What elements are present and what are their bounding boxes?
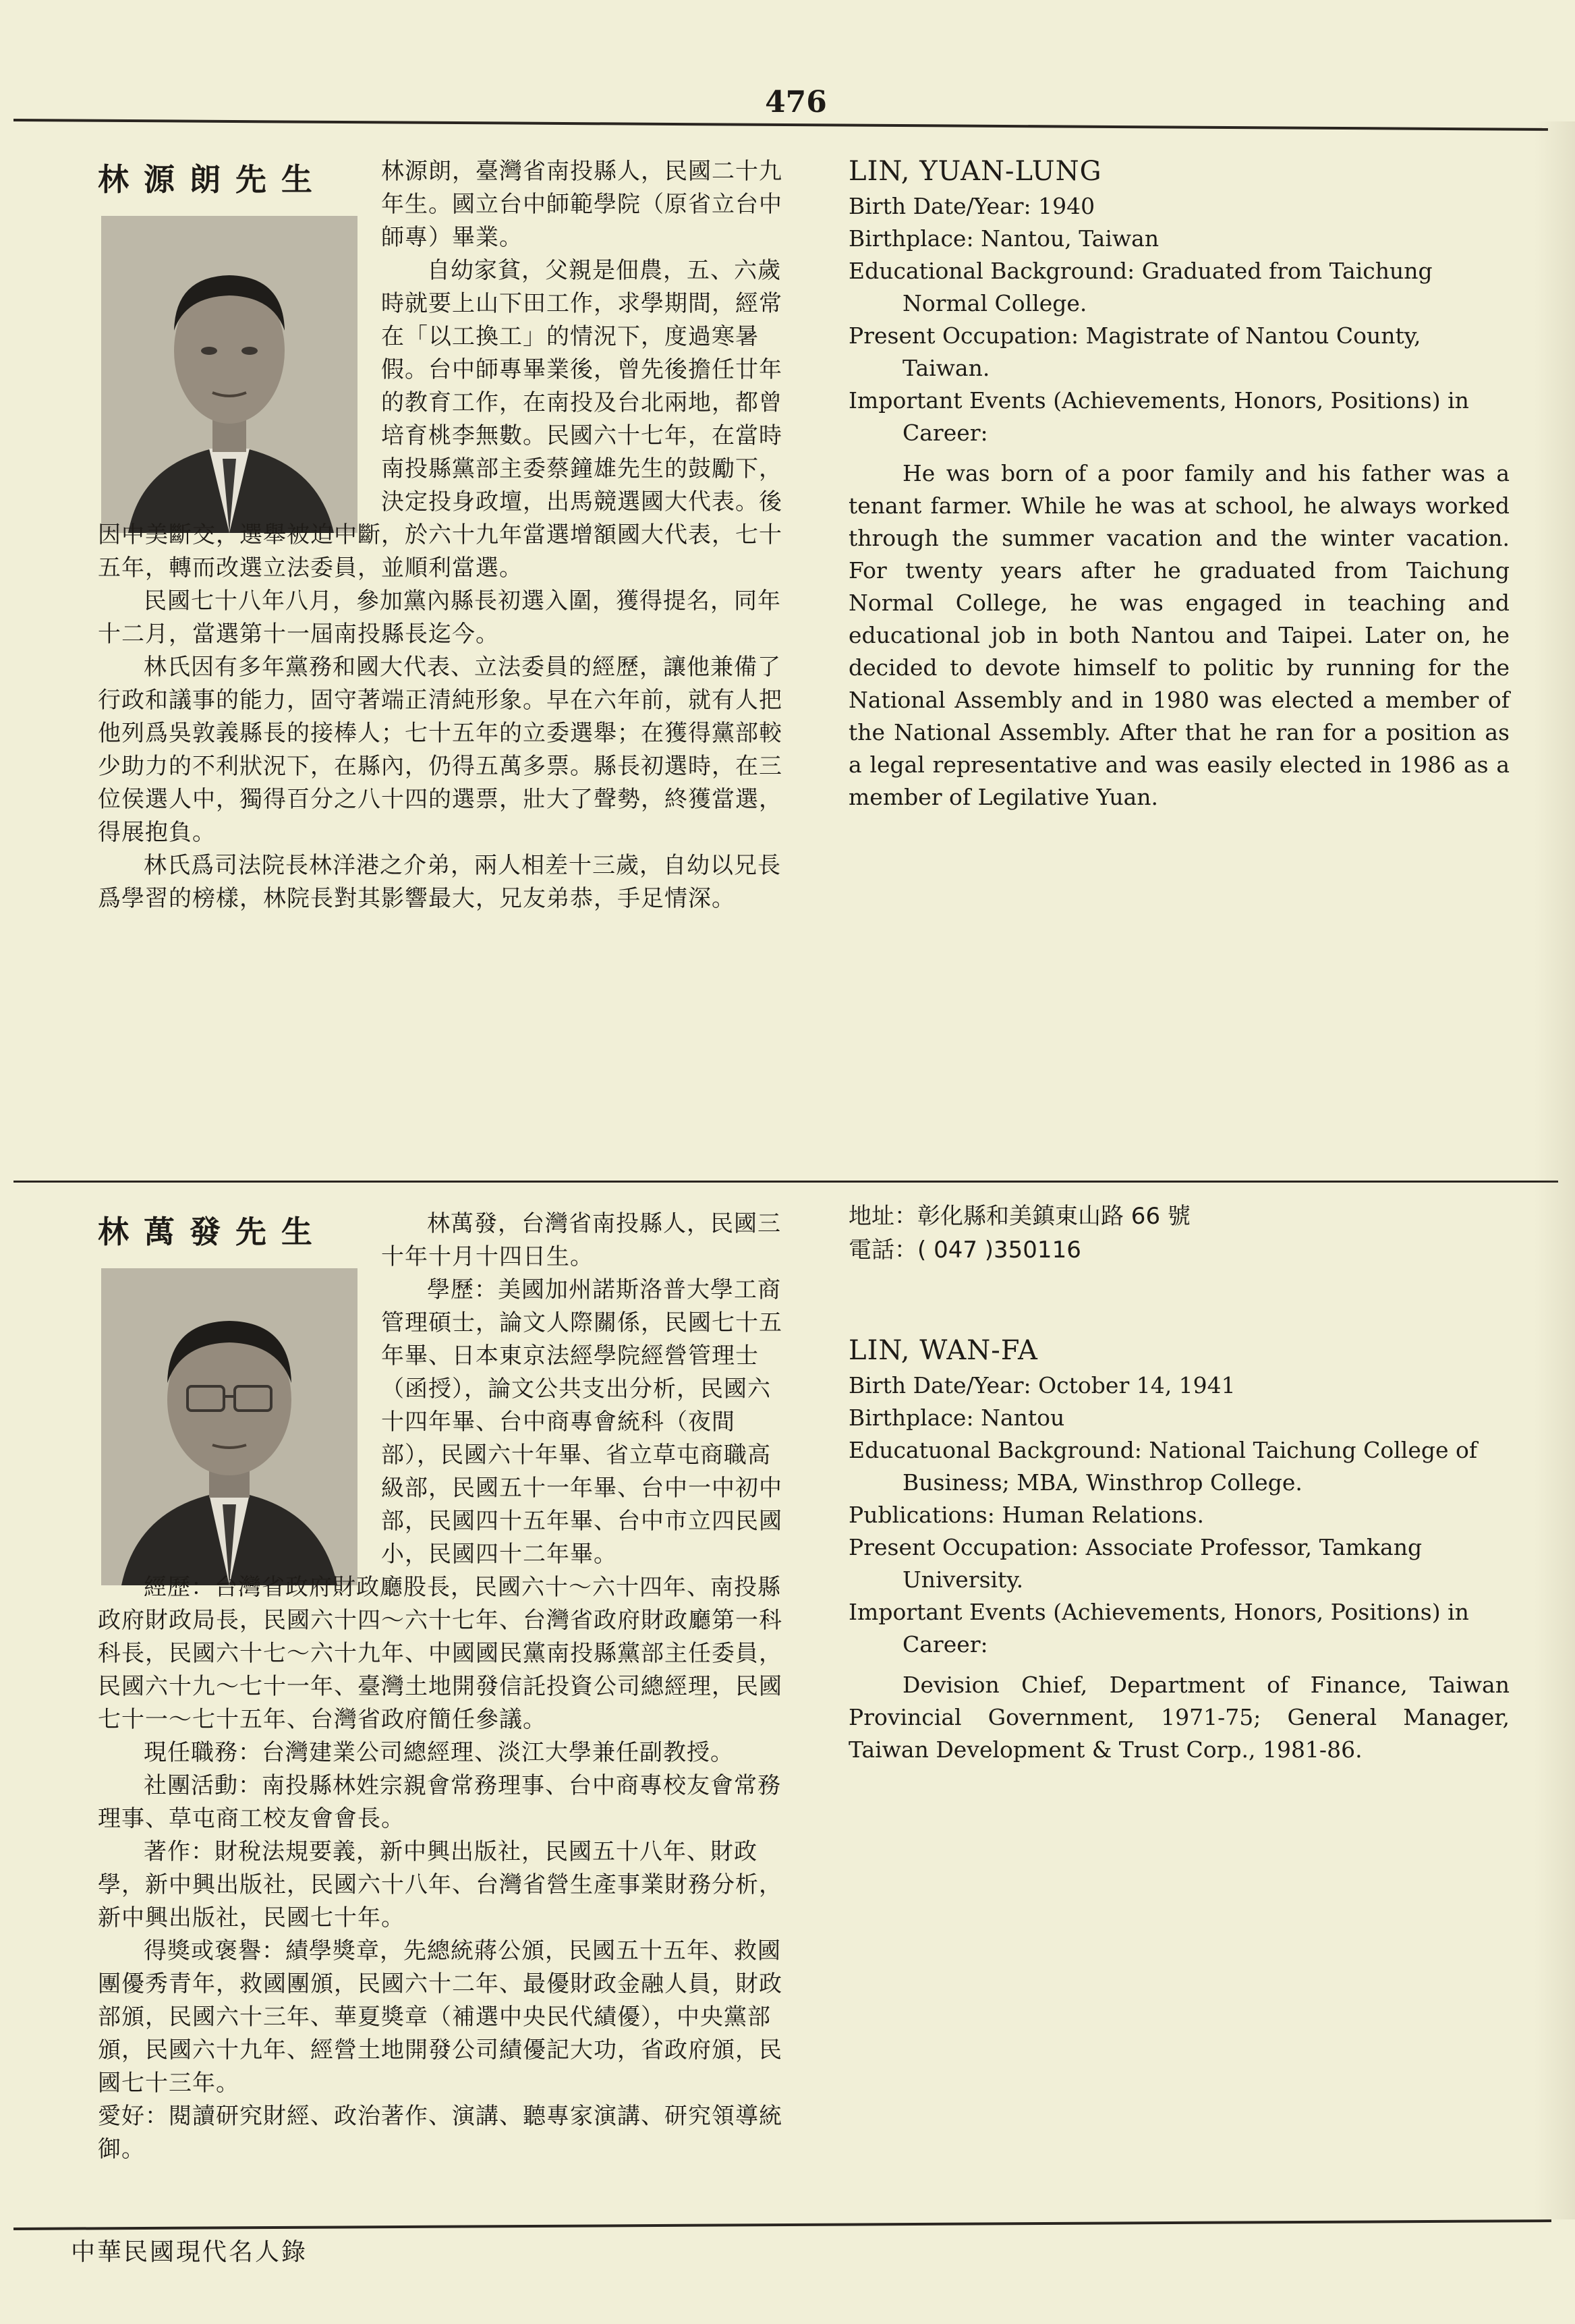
education: Educational Background: Graduated from Taichung Normal College.: [849, 258, 1433, 316]
page-number: 476: [765, 85, 827, 119]
biography-entry: [0, 1201, 1575, 2213]
occupation: Present Occupation: Magistrate of Nantou County, Taiwan.: [849, 322, 1421, 381]
name-english: LIN, YUAN-LUNG: [849, 156, 1102, 187]
birthplace: Birthplace: Nantou: [849, 1405, 1065, 1431]
phone: 電話：( 047 )350116: [849, 1237, 1081, 1264]
top-rule: [13, 119, 1548, 131]
birth-date: Birth Date/Year: 1940: [849, 193, 1095, 219]
birthplace: Birthplace: Nantou, Taiwan: [849, 225, 1159, 252]
bio-paragraph: 自幼家貧，父親是佃農，五、六歲時就要上山下田工作，求學期間，經常在「以工換工」的情況下，度過寒暑假。台中師專畢業後，曾先後擔任廿年的教育工作，在南投及台北兩地，都曾培育桃李無數。民國六十七年，在當時南投縣黨部主委蔡鐘雄先生的鼓勵下，決定投身政壇，出馬競選國大代表。後因中美斷交，選舉被迫中斷，於六十九年當選增額國大代表，七十五年，轉而改選立法委員，並順利當選。: [98, 257, 782, 582]
bio-paragraph: 經歷：台灣省政府財政廳股長，民國六十～六十四年、南投縣政府財政局長，民國六十四～六十七年、台灣省政府財政廳第一科科長，民國六十七～六十九年、中國國民黨南投縣黨部主任委員，民國六十九～七十一年、臺灣土地開發信託投資公司總經理，民國七十一～七十五年、台灣省政府簡任參議。: [98, 1574, 782, 1733]
photo-space: [98, 155, 381, 516]
career-summary: Devision Chief, Department of Finance, Taiwan Provincial Government, 1971-75; General Manager, Taiwan Development & Trust Corp., 1981-86.: [849, 1672, 1510, 1763]
bio-paragraph: 現任職務：台灣建業公司總經理、淡江大學兼任副教授。: [144, 1739, 734, 1766]
address: 地址：彰化縣和美鎮東山路 66 號: [849, 1203, 1191, 1230]
biography-chinese: [98, 155, 786, 915]
bottom-rule: [13, 2219, 1551, 2230]
name-chinese: 林萬發先生: [98, 1214, 327, 1250]
bio-paragraph: 林氏爲司法院長林洋港之介弟，兩人相差十三歲，自幼以兄長爲學習的榜樣，林院長對其影響最大，兄友弟恭，手足情深。: [98, 852, 781, 912]
book-title-footer: 中華民國現代名人錄: [71, 2238, 308, 2266]
biography-chinese: [98, 1208, 786, 2166]
bio-paragraph: 社團活動：南投縣林姓宗親會常務理事、台中商專校友會常務理事、草屯商工校友會會長。: [98, 1772, 781, 1832]
name-english: LIN, WAN-FA: [849, 1335, 1038, 1366]
biography-english: [849, 155, 1510, 814]
bio-paragraph: 愛好：閱讀研究財經、政治著作、演講、聽專家演講、研究領導統御。: [98, 2103, 782, 2163]
publications: Publications: Human Relations.: [849, 1502, 1205, 1528]
career-summary: He was born of a poor family and his father was a tenant farmer. While he was at school, he always worked through the summer vacation and the winter vacation. For twenty years after he graduated from Taichung Normal College, he was engaged in teaching and educational job in both Nantou and Taipei. Later on, he decided to devote himself to politic by running for the National Assembly and in 1980 was elected a member of the National Assembly. After that he ran for a position as a legal representative and was easily elected in 1986 as a member of Legilative Yuan.: [849, 460, 1510, 810]
photo-space: [98, 1208, 381, 1568]
events-heading: Important Events (Achievements, Honors, Positions) in Career:: [849, 387, 1469, 446]
name-chinese: 林源朗先生: [98, 161, 327, 198]
occupation: Present Occupation: Associate Professor, Tamkang University.: [849, 1534, 1423, 1593]
bio-paragraph: 著作：財稅法規要義，新中興出版社，民國五十八年、財政學，新中興出版社，民國六十八年、台灣省營生產事業財務分析，新中興出版社，民國七十年。: [98, 1838, 782, 1931]
section-divider: [13, 1181, 1558, 1183]
biography-entry: [0, 148, 1575, 1147]
bio-paragraph: 民國七十八年八月，參加黨內縣長初選入圍，獲得提名，同年十二月，當選第十一屆南投縣長迄今。: [98, 588, 781, 648]
contact-info: [849, 1199, 1510, 1267]
bio-paragraph: 林源朗，臺灣省南投縣人，民國二十九年生。國立台中師範學院（原省立台中師專）畢業。: [381, 158, 782, 251]
bio-paragraph: 林萬發，台灣省南投縣人，民國三十年十月十四日生。: [381, 1210, 781, 1270]
events-heading: Important Events (Achievements, Honors, Positions) in Career:: [849, 1599, 1469, 1657]
bio-paragraph: 學歷：美國加州諾斯洛普大學工商管理碩士，論文人際關係，民國七十五年畢、日本東京法經學院經營管理士（函授），論文公共支出分析，民國六十四年畢、台中商專會統科（夜間部），民國六十年畢、省立草屯商職高級部，民國五十一年畢、台中一中初中部，民國四十五年畢、台中市立四民國小，民國四十二年畢。: [381, 1276, 782, 1568]
birth-date: Birth Date/Year: October 14, 1941: [849, 1372, 1236, 1398]
bio-paragraph: 林氏因有多年黨務和國大代表、立法委員的經歷，讓他兼備了行政和議事的能力，固守著端正清純形象。早在六年前，就有人把他列爲吳敦義縣長的接棒人；七十五年的立委選舉；在獲得黨部較少助力的不利狀況下，在縣內，仍得五萬多票。縣長初選時，在三位侯選人中，獨得百分之八十四的選票，壯大了聲勢，終獲當選，得展抱負。: [98, 654, 782, 846]
biography-english: [849, 1199, 1510, 1766]
bio-paragraph: 得獎或褒譽：績學獎章，先總統蔣公頒，民國五十五年、救國團優秀青年，救國團頒，民國六十二年、最優財政金融人員，財政部頒，民國六十三年、華夏獎章（補選中央民代績優），中央黨部頒，民國六十九年、經營土地開發公司績優記大功，省政府頒，民國七十三年。: [98, 1937, 782, 2097]
education: Educatuonal Background: National Taichung College of Business; MBA, Winsthrop College.: [849, 1437, 1478, 1496]
